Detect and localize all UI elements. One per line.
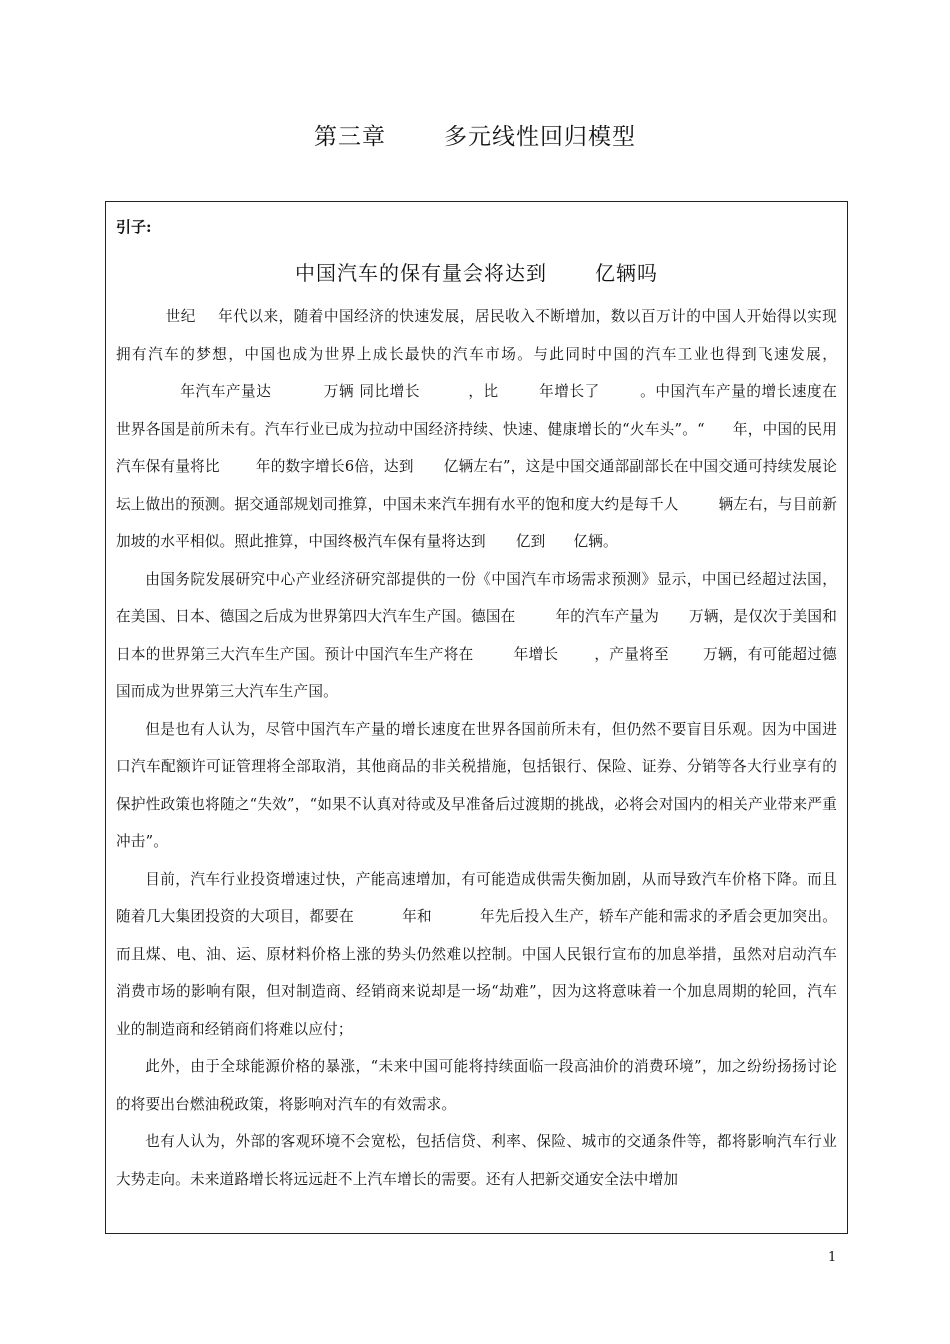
chapter-name: 多元线性回归模型 (444, 124, 636, 150)
story-title: 中国汽车的保有量会将达到 亿辆吗 (295, 261, 658, 285)
paragraph-4: 目前，汽车行业投资增速过快，产能高速增加，有可能造成供需失衡加剧，从而导致汽车价格下降。而且随着几大集团投资的大项目，都要在 年和 年先后投入生产，轿车产能和需求的矛盾会更加突出。而且煤、电、油、运、原材料价格上涨的势头仍然难以控制。中国人民银行宣布的加息举措，虽然对启动汽车消费市场的影响有限，但对制造商、经销商来说却是一场“劫难”，因为这将意味着一个加息周期的轮回，汽车业的制造商和经销商们将难以应付； (116, 870, 837, 1038)
paragraph-5: 此外，由于全球能源价格的暴涨，“未来中国可能将持续面临一段高油价的消费环境”，加之纷纷扬扬讨论的将要出台燃油税政策，将影响对汽车的有效需求。 (116, 1058, 837, 1113)
page-number: 1 (828, 1250, 837, 1265)
intro-box (105, 201, 848, 1234)
paragraph-2: 由国务院发展研究中心产业经济研究部提供的一份《中国汽车市场需求预测》显示，中国已经超过法国，在美国、日本、德国之后成为世界第四大汽车生产国。德国在 年的汽车产量为 万辆，是仅次于美国和日本的世界第三大汽车生产国。预计中国汽车生产将在 年增长 ，产量将至 万辆，有可能超过德国而成为世界第三大汽车生产国。 (116, 570, 837, 700)
paragraph-3: 但是也有人认为，尽管中国汽车产量的增长速度在世界各国前所未有，但仍然不要盲目乐观。因为中国进口汽车配额许可证管理将全部取消，其他商品的非关税措施，包括银行、保险、证券、分销等各大行业享有的保护性政策也将随之“失效”，“如果不认真对待或及早准备后过渡期的挑战，必将会对国内的相关产业带来严重冲击”。 (116, 720, 837, 850)
paragraph-1: 世纪 年代以来，随着中国经济的快速发展，居民收入不断增加，数以百万计的中国人开始得以实现拥有汽车的梦想，中国也成为世界上成长最快的汽车市场。与此同时中国的汽车工业也得到飞速发展，年汽车产量达 万辆 同比增长 ，比 年增长了 。中国汽车产量的增长速度在世界各国是前所未有。汽车行业已成为拉动中国经济持续、快速、健康增长的“火车头”。“ 年，中国的民用汽车保有量将比 年的数字增长6倍，达到 亿辆左右”，这是中国交通部副部长在中国交通可持续发展论坛上做出的预测。据交通部规划司推算，中国未来汽车拥有水平的饱和度大约是每千人 辆左右，与目前新加坡的水平相似。照此推算，中国终极汽车保有量将达到 亿到 亿辆。 (116, 308, 837, 550)
chapter-number: 第三章 (314, 124, 386, 150)
paragraph-6: 也有人认为，外部的客观环境不会宽松，包括信贷、利率、保险、城市的交通条件等，都将影响汽车行业大势走向。未来道路增长将远远赶不上汽车增长的需要。还有人把新交通安全法中增加 (116, 1133, 837, 1188)
intro-label: 引子: (116, 218, 152, 236)
chapter-title (0, 118, 950, 151)
